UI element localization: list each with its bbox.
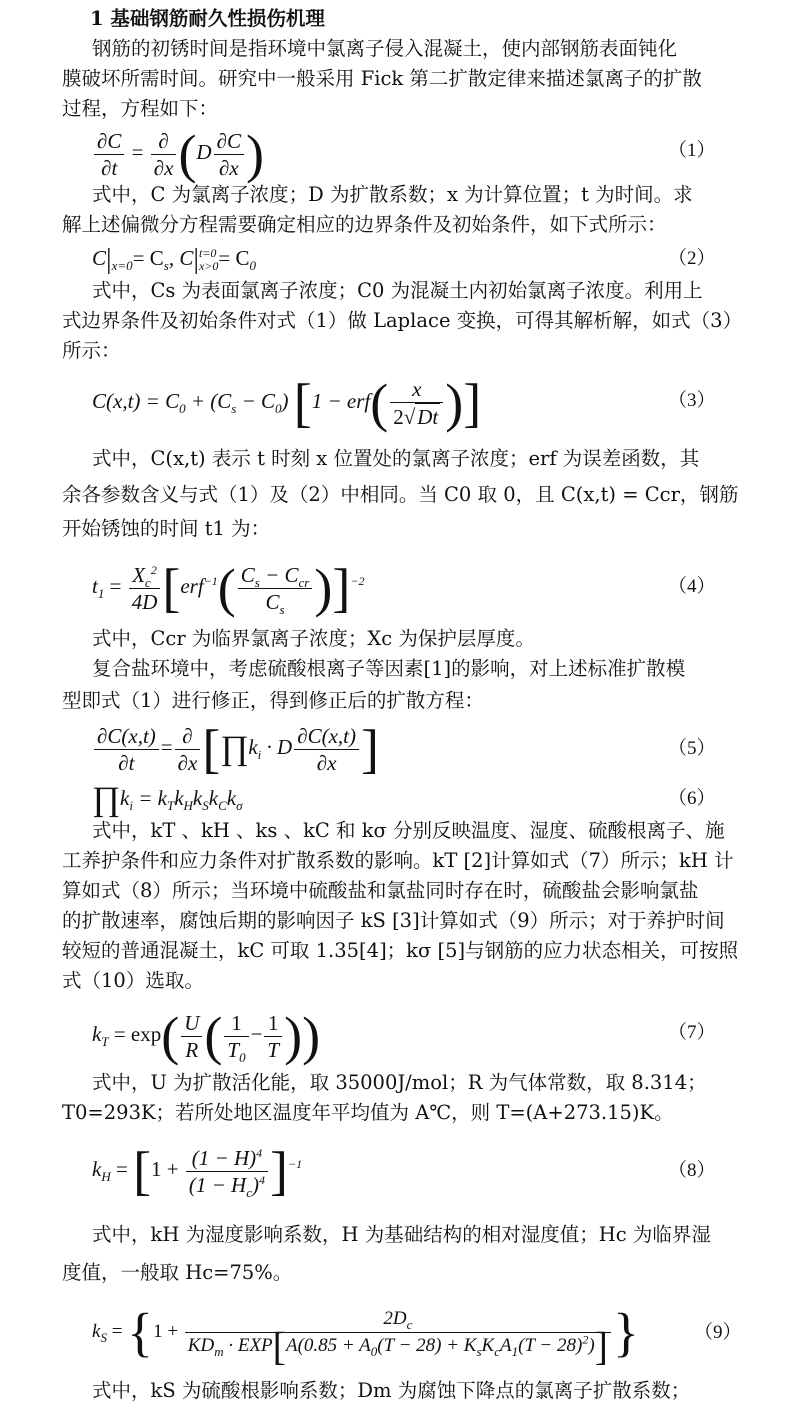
paragraph-1-line-1: 钢筋的初锈时间是指环境中氯离子侵入混凝土，使内部钢筋表面钝化 bbox=[92, 37, 678, 60]
paragraph-7-line-2: 工养护条件和应力条件对扩散系数的影响。kT [2]计算如式（7）所示；kH 计 bbox=[62, 849, 734, 872]
paragraph-9-line-2: 度值，一般取 Hc=75%。 bbox=[62, 1261, 293, 1284]
equation-4: $t_1$ = $\frac{X_c^2}{4D}$ [erf$^{-1}$( $\frac{C_s - C_{cr}}{C_s}$ )]$^{-2}$ bbox=[92, 558, 365, 619]
section-heading: 1 基础钢筋耐久性损伤机理 bbox=[90, 7, 325, 30]
paragraph-10: 式中，kS 为硫酸根影响系数；Dm 为腐蚀下降点的氯离子扩散系数； bbox=[92, 1379, 691, 1402]
equation-3: $C(x,t) = C_0 + (C_s - C_0) [1 - erf$( $\frac{x}{2√Dt}$ )] bbox=[92, 373, 482, 434]
equation-2: $C|_{x=0}= C_s$, C| t=0 x>0 = $C_0$ bbox=[92, 244, 257, 276]
paragraph-6-line-1: 复合盐环境中，考虑硫酸根离子等因素[1]的影响，对上述标准扩散模 bbox=[92, 657, 686, 680]
paragraph-7-line-1: 式中，kT 、kH 、ks 、kC 和 kσ 分别反映温度、湿度、硫酸根离子、施 bbox=[92, 819, 725, 842]
paragraph-9-line-1: 式中，kH 为湿度影响系数，H 为基础结构的相对湿度值；Hc 为临界湿 bbox=[92, 1223, 711, 1246]
equation-number-7: （7） bbox=[668, 1022, 716, 1043]
equation-number-4: （4） bbox=[668, 576, 716, 597]
equation-number-8: （8） bbox=[668, 1160, 716, 1181]
paragraph-7-line-3: 算如式（8）所示；当环境中硫酸盐和氯盐同时存在时，硫酸盐会影响氯盐 bbox=[62, 879, 699, 902]
paragraph-7-line-5: 较短的普通混凝土，kC 可取 1.35[4]；kσ [5]与钢筋的应力状态相关，可按照 bbox=[62, 939, 739, 962]
equation-8: $k_H = [1$ + $\frac{(1 - H)^4}{(1 - H_c)^4}$ ]$^{-1}$ bbox=[92, 1141, 303, 1202]
equation-number-6: （6） bbox=[668, 788, 716, 809]
equation-number-5: （5） bbox=[668, 738, 716, 759]
equation-9: $k_S = \{1$ + $\frac{2D_c}{KD_m \cdot EXP[A(0.85 + A_0(T - 28) + K_sK_cA_1(T - 28)^2)]}$ } bbox=[92, 1302, 639, 1369]
paragraph-3-line-1: 式中，Cs 为表面氯离子浓度；C0 为混凝土内初始氯离子浓度。利用上 bbox=[92, 279, 703, 302]
equation-number-3: （3） bbox=[668, 390, 716, 411]
equation-number-1: （1） bbox=[668, 140, 716, 161]
paragraph-4-line-1: 式中，C(x,t) 表示 t 时刻 x 位置处的氯离子浓度；erf 为误差函数，其 bbox=[92, 447, 700, 470]
paragraph-1-line-3: 过程，方程如下： bbox=[62, 97, 219, 120]
paragraph-8-line-2: T0=293K；若所处地区温度年平均值为 A℃，则 T=(A+273.15)K。 bbox=[62, 1101, 674, 1124]
paragraph-4-line-2: 余各参数含义与式（1）及（2）中相同。当 C0 取 0，且 C(x,t) = Ccr，钢筋 bbox=[62, 483, 739, 506]
paragraph-7-line-6: 式（10）选取。 bbox=[62, 969, 204, 992]
paragraph-4-line-3: 开始锈蚀的时间 t1 为： bbox=[62, 517, 271, 540]
paragraph-1-line-2: 膜破坏所需时间。研究中一般采用 Fick 第二扩散定律来描述氯离子的扩散 bbox=[62, 67, 702, 90]
equation-1: $\frac{\partial C}{\partial t}$ = $\frac{\partial}{\partial x}$ (D $\frac{\partial C}{\partial x}$ ) bbox=[92, 124, 264, 180]
paragraph-7-line-4: 的扩散速率，腐蚀后期的影响因子 kS [3]计算如式（9）所示；对于养护时间 bbox=[62, 909, 725, 932]
paragraph-5: 式中，Ccr 为临界氯离子浓度；Xc 为保护层厚度。 bbox=[92, 627, 535, 650]
paragraph-8-line-1: 式中，U 为扩散活化能，取 35000J/mol；R 为气体常数，取 8.314； bbox=[92, 1071, 707, 1094]
equation-number-9: （9） bbox=[694, 1322, 742, 1343]
paragraph-6-line-2: 型即式（1）进行修正，得到修正后的扩散方程： bbox=[62, 689, 484, 712]
equation-number-2: （2） bbox=[668, 248, 716, 269]
equation-7: $k_T = \exp$( $\frac{U}{R}$ ( $\frac{1}{T_0}$ − $\frac{1}{T}$ )) bbox=[92, 1006, 321, 1067]
paragraph-2-line-1: 式中，C 为氯离子浓度；D 为扩散系数；x 为计算位置；t 为时间。求 bbox=[92, 183, 693, 206]
equation-5: $\frac{\partial C(x,t)}{\partial t}$ = $\frac{\partial}{\partial x}$ [$\prod k_i \cdot D$ $\frac{\partial C(x,t)}{\partial x}$ ] bbox=[92, 716, 379, 778]
paragraph-3-line-3: 所示： bbox=[62, 339, 121, 362]
equation-6: $\prod k_i = k_Tk_Hk_Sk_Ck_\sigma$ bbox=[92, 781, 243, 819]
paragraph-3-line-2: 式边界条件及初始条件对式（1）做 Laplace 变换，可得其解析解，如式（3） bbox=[62, 309, 743, 332]
paragraph-2-line-2: 解上述偏微分方程需要确定相应的边界条件及初始条件，如下式所示： bbox=[62, 213, 667, 236]
